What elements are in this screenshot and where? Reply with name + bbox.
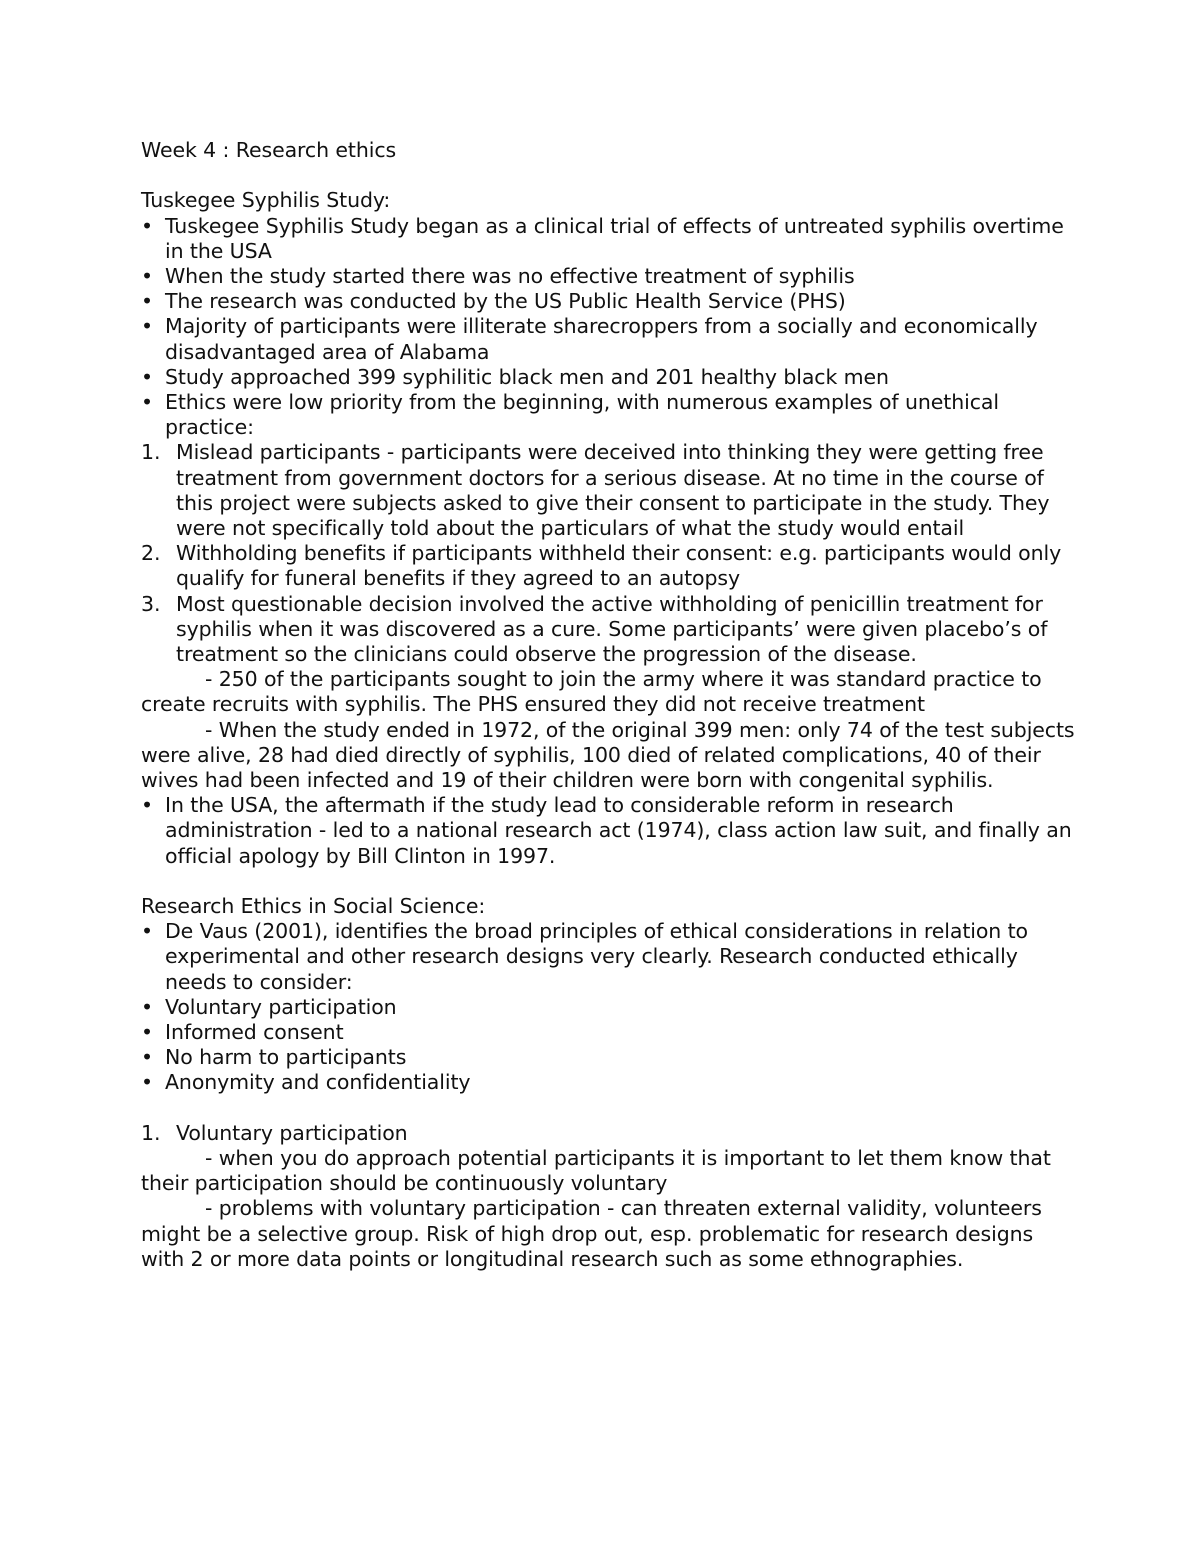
number-marker: 1.	[141, 1120, 161, 1145]
list-item-text: Ethics were low priority from the beginning, with numerous examples of unethical practice:	[165, 390, 999, 440]
number-marker: 3.	[141, 591, 161, 616]
list-item-text: Tuskegee Syphilis Study began as a clinical trial of effects of untreated syphilis overtime in the USA	[165, 213, 1064, 263]
list-item	[141, 264, 1080, 289]
bullet-marker: •	[141, 1020, 153, 1045]
list-item-text: De Vaus (2001), identifies the broad principles of ethical considerations in relation to experimental and other research designs very clearly. Research conducted ethically needs to consider:	[165, 919, 1029, 994]
bullet-marker: •	[141, 264, 153, 288]
list-item	[141, 793, 1080, 869]
bullet-marker: •	[141, 1045, 153, 1070]
page-heading: Week 4 : Research ethics	[141, 138, 397, 162]
list-item	[141, 1070, 1080, 1095]
list-item	[141, 1020, 1080, 1045]
numbered-item	[141, 1121, 1080, 1146]
list-item	[141, 214, 1080, 264]
bullet-marker: •	[141, 994, 153, 1019]
bullet-marker: •	[141, 919, 153, 944]
spacer	[141, 1096, 1080, 1121]
numbered-item-text: Most questionable decision involved the active withholding of penicillin treatment for syphilis when it was discovered as a cure. Some participants’ were given placebo’s of treatment so the clinicians could observe the progression of the disease.	[176, 591, 1048, 667]
bullet-marker: •	[141, 213, 153, 238]
list-item-text: Study approached 399 syphilitic black men and 201 healthy black men	[165, 364, 889, 389]
numbered-item	[141, 541, 1080, 591]
spacer	[141, 869, 1080, 894]
number-marker: 2.	[141, 541, 161, 566]
bullet-marker: •	[141, 390, 153, 415]
list-item	[141, 365, 1080, 390]
list-item-text: Informed consent	[165, 1020, 344, 1045]
list-item	[141, 1045, 1080, 1070]
numbered-item-text: Voluntary participation	[176, 1120, 408, 1145]
sub-paragraph: - 250 of the participants sought to join the army where it was standard practice to create recruits with syphilis. The PHS ensured they did not receive treatment	[141, 667, 1042, 717]
bullet-marker: •	[141, 314, 153, 339]
list-item-text: When the study started there was no effective treatment of syphilis	[165, 264, 855, 288]
list-item-text: In the USA, the aftermath if the study lead to considerable reform in research administration - led to a national research act (1974), class action law suit, and finally an official apology by Bill Clinton in 1997.	[165, 793, 1072, 868]
list-item	[141, 390, 1080, 440]
spacer	[141, 163, 1080, 188]
list-item	[141, 995, 1080, 1020]
bullet-marker: •	[141, 1070, 153, 1095]
bullet-marker: •	[141, 289, 153, 314]
section-title-tuskegee: Tuskegee Syphilis Study:	[141, 188, 391, 213]
list-item-text: Anonymity and confidentiality	[165, 1070, 471, 1095]
list-item-text: Majority of participants were illiterate sharecroppers from a socially and economically disadvantaged area of Alabama	[165, 314, 1038, 364]
sub-paragraph: - when you do approach potential participants it is important to let them know that their participation should be continuously voluntary	[141, 1146, 1051, 1196]
section-title-social-science: Research Ethics in Social Science:	[141, 894, 486, 919]
list-item	[141, 314, 1080, 364]
numbered-item-text: Mislead participants - participants were deceived into thinking they were getting free treatment from government doctors for a serious disease. At no time in the course of this project were subjects asked to give their consent to participate in the study. They were not specifically told about the particulars of what the study would entail	[176, 440, 1050, 541]
list-item-text: The research was conducted by the US Public Health Service (PHS)	[165, 289, 846, 314]
numbered-item	[141, 592, 1080, 668]
list-item-text: Voluntary participation	[165, 994, 397, 1019]
sub-paragraph: - problems with voluntary participation - can threaten external validity, volunteers might be a selective group. Risk of high drop out, esp. problematic for research designs with 2 or more data points or longitudinal research such as some ethnographies.	[141, 1196, 1042, 1271]
numbered-item-text: Withholding benefits if participants withheld their consent: e.g. participants would only qualify for funeral benefits if they agreed to an autopsy	[176, 541, 1062, 591]
numbered-item	[141, 440, 1080, 541]
list-item	[141, 289, 1080, 314]
bullet-marker: •	[141, 793, 153, 818]
list-item-text: No harm to participants	[165, 1045, 407, 1070]
number-marker: 1.	[141, 440, 161, 465]
list-item	[141, 919, 1080, 995]
bullet-marker: •	[141, 364, 153, 389]
sub-paragraph: - When the study ended in 1972, of the original 399 men: only 74 of the test subjects were alive, 28 had died directly of syphilis, 100 died of related complications, 40 of their wives had been infected and 19 of their children were born with congenital syphilis.	[141, 717, 1075, 793]
